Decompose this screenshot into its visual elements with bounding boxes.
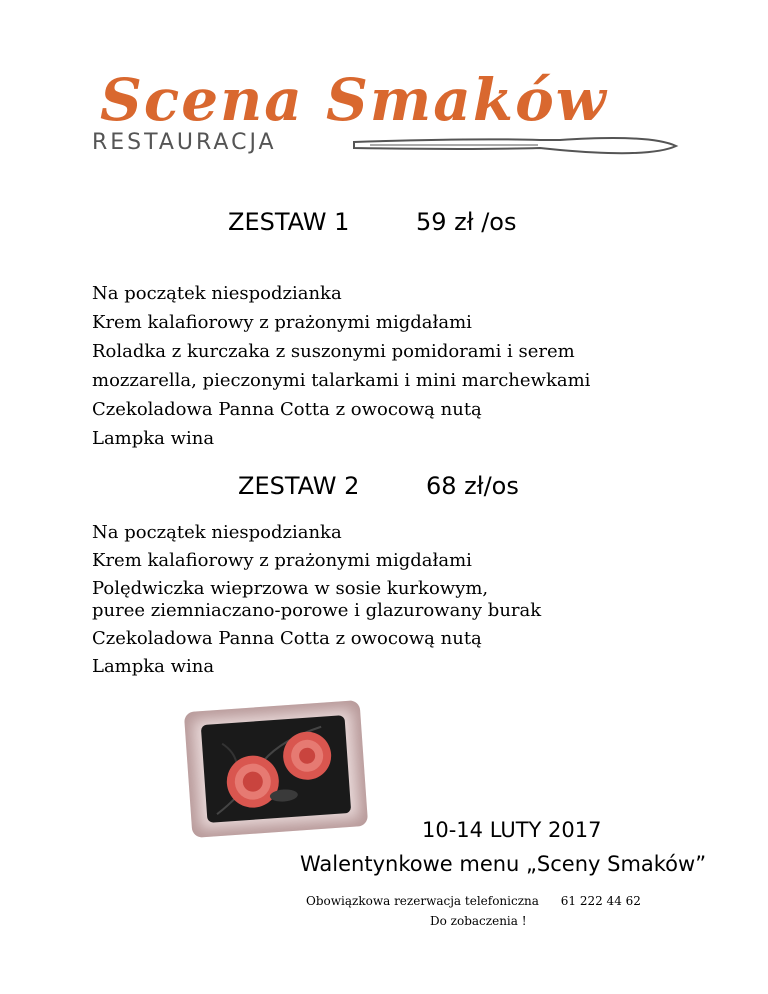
valentine-menu-title: Walentynkowe menu „Sceny Smaków” bbox=[300, 852, 707, 876]
rose-icon bbox=[201, 715, 351, 823]
reservation-note bbox=[306, 894, 641, 908]
goodbye-text: Do zobaczenia ! bbox=[430, 914, 527, 928]
logo-script-text: Scena Smaków bbox=[100, 66, 608, 134]
logo-subtitle: RESTAURACJA bbox=[92, 130, 277, 155]
restaurant-logo bbox=[92, 66, 682, 166]
set1-menu-list bbox=[92, 279, 590, 453]
roses-image bbox=[184, 700, 368, 838]
set2-menu-list bbox=[92, 519, 541, 681]
menu-item: puree ziemniaczano-porowe i glazurowany burak bbox=[92, 600, 542, 621]
menu-item: mozzarella, pieczonymi talarkami i mini marchewkami bbox=[92, 370, 591, 391]
event-dates: 10-14 LUTY 2017 bbox=[422, 818, 602, 842]
reservation-text: Obowiązkowa rezerwacja telefoniczna bbox=[306, 894, 539, 908]
menu-item: Czekoladowa Panna Cotta z owocową nutą bbox=[92, 399, 482, 420]
menu-item: Czekoladowa Panna Cotta z owocową nutą bbox=[92, 628, 482, 649]
menu-item: Krem kalafiorowy z prażonymi migdałami bbox=[92, 312, 472, 333]
set1-price: 59 zł /os bbox=[416, 208, 517, 236]
set1-title: ZESTAW 1 bbox=[228, 208, 350, 236]
menu-item: Lampka wina bbox=[92, 656, 215, 677]
menu-item: Na początek niespodzianka bbox=[92, 522, 342, 543]
set2-title: ZESTAW 2 bbox=[238, 472, 360, 500]
menu-item: Na początek niespodzianka bbox=[92, 283, 342, 304]
roses-photo bbox=[201, 715, 351, 823]
knife-icon bbox=[350, 128, 680, 162]
menu-item: Roladka z kurczaka z suszonymi pomidorami i serem bbox=[92, 341, 575, 362]
menu-item: Lampka wina bbox=[92, 428, 215, 449]
phone-number: 61 222 44 62 bbox=[560, 894, 641, 908]
set2-price: 68 zł/os bbox=[426, 472, 519, 500]
menu-item: Krem kalafiorowy z prażonymi migdałami bbox=[92, 550, 472, 571]
menu-item: Polędwiczka wieprzowa w sosie kurkowym, bbox=[92, 578, 489, 599]
